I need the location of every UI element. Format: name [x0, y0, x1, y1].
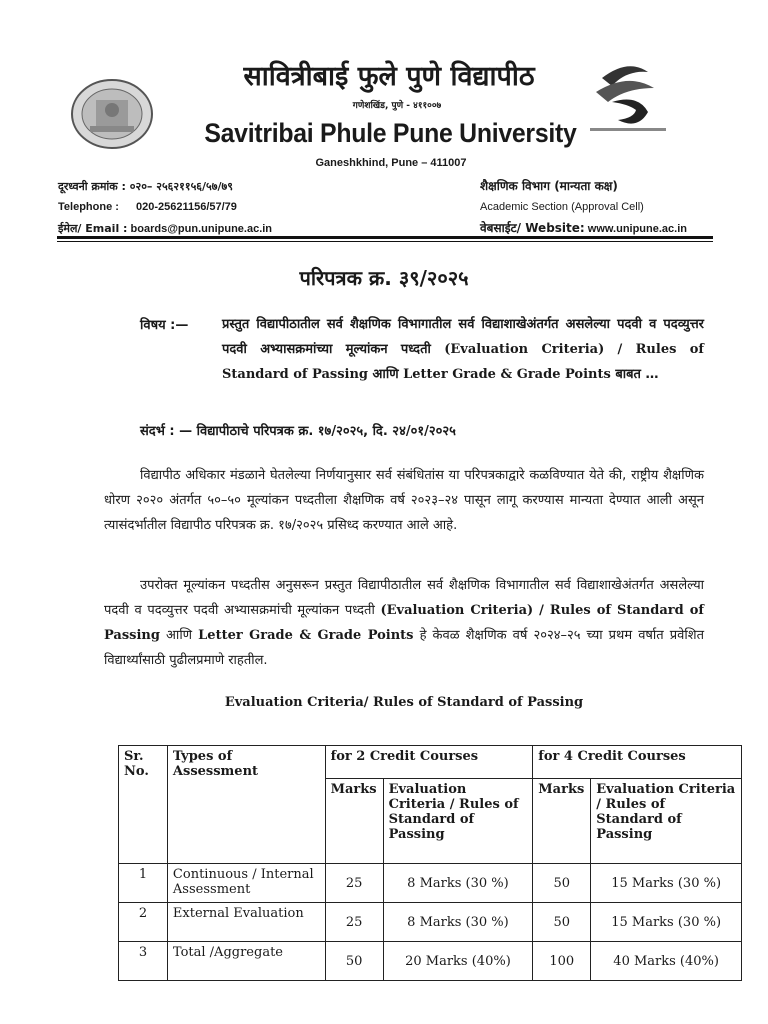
paragraph-2-and: आणि [166, 628, 193, 643]
cell-criteria-4: 40 Marks (40%) [591, 942, 742, 981]
header-divider-thin [57, 241, 713, 242]
website-label: वेबसाईट/ Website: [480, 221, 585, 235]
cell-sr: 2 [119, 903, 168, 942]
university-address-english: Ganeshkhind, Pune – 411007 [315, 157, 467, 169]
cell-criteria-4: 15 Marks (30 %) [591, 864, 742, 903]
subject-and: आणि [372, 367, 399, 382]
header-criteria-2: Evaluation Criteria / Rules of Standard of Passing [383, 779, 533, 864]
header-sr-no: Sr. No. [119, 746, 168, 864]
subject-tail: बाबत … [615, 367, 659, 382]
table-row [119, 903, 742, 942]
paragraph-2 [104, 573, 704, 673]
paragraph-1-text: विद्यापीठ अधिकार मंडळाने घेतलेल्या निर्णयानुसार सर्व संबंधितांस या परिपत्रकाद्वारे कळविण्यात येते की, राष्ट्रीय शैक्षणिक धोरण २०२० अंतर्गत ५०–५० मूल्यांकन पध्दतीला शैक्षणिक वर्ष २०२३–२४ पासून लागू करण्यास मान्यता देण्यात आली असून त्यासंदर्भातील विद्यापीठ परिपत्रक क्र. १७/२०२५ प्रसिध्द करण्यात आले आहे. [104, 468, 704, 533]
cell-marks-4: 50 [533, 864, 591, 903]
subject-marathi: प्रस्तुत विद्यापीठातील सर्व शैक्षणिक विभागातील सर्व विद्याशाखेअंतर्गत असलेल्या पदवी व पदव्युत्तर पदवी अभ्यासक्रमांच्या मूल्यांकन पध्दती [222, 317, 704, 357]
paragraph-2-english-1: (Evaluation Criteria) / Rules of Standard of Passing [104, 603, 704, 643]
subject-label: विषय :— [140, 318, 189, 333]
cell-type: Continuous / Internal Assessment [167, 864, 325, 903]
paragraph-2-marathi-1: उपरोक्त मूल्यांकन पध्दतीस अनुसरून प्रस्तुत विद्यापीठातील सर्व शैक्षणिक विभागातील सर्व विद्याशाखेअंतर्गत असलेल्या पदवी व पदव्युत्तर पदवी अभ्यासक्रमांची मूल्यांकन पध्दती [104, 578, 704, 618]
paragraph-1 [104, 463, 704, 538]
cell-marks-4: 50 [533, 903, 591, 942]
cell-sr: 1 [119, 864, 168, 903]
paragraph-2-marathi-2: हे केवळ शैक्षणिक वर्ष २०२४–२५ च्या प्रथम वर्षात प्रवेशित विद्यार्थ्यांसाठी पुढीलप्रमाणे राहतील. [104, 628, 705, 668]
university-address-marathi: गणेशखिंड, पुणे - ४११००७ [352, 101, 442, 111]
cell-type: Total /Aggregate [167, 942, 325, 981]
subject-english-1: (Evaluation Criteria) / Rules of Standard of Passing [222, 342, 705, 382]
header-4-credit: for 4 Credit Courses [533, 746, 742, 779]
telephone-label: Telephone : [58, 201, 119, 213]
header-divider-thick [57, 236, 713, 239]
telephone-marathi: दूरध्वनी क्रमांक : ०२०– २५६२११५६/५७/७९ [58, 180, 233, 193]
email-label: ईमेल/ Email : [58, 222, 128, 235]
contact-right-block [480, 176, 687, 240]
cell-marks-2: 25 [325, 864, 383, 903]
telephone-value: 020-25621156/57/79 [135, 201, 237, 213]
website-link[interactable]: www.unipune.ac.in [587, 223, 687, 235]
cell-marks-2: 50 [325, 942, 383, 981]
cell-marks-2: 25 [325, 903, 383, 942]
cell-criteria-2: 8 Marks (30 %) [383, 903, 533, 942]
circular-number: परिपत्रक क्र. ३९/२०२५ [299, 266, 469, 290]
table-header-row-1 [119, 746, 742, 779]
university-name-english: Savitribai Phule Pune University [204, 118, 577, 148]
cell-type: External Evaluation [167, 903, 325, 942]
cell-criteria-4: 15 Marks (30 %) [591, 903, 742, 942]
section-english: Academic Section (Approval Cell) [480, 201, 644, 213]
cell-marks-4: 100 [533, 942, 591, 981]
table-row [119, 942, 742, 981]
subject-english-2: Letter Grade & Grade Points [403, 367, 611, 382]
header-marks-4: Marks [533, 779, 591, 864]
header-marks-2: Marks [325, 779, 383, 864]
table-title: Evaluation Criteria/ Rules of Standard of Passing [224, 695, 584, 710]
subject-text [222, 312, 704, 387]
header-2-credit: for 2 Credit Courses [325, 746, 533, 779]
contact-left-block [58, 176, 272, 240]
cell-criteria-2: 8 Marks (30 %) [383, 864, 533, 903]
table-row [119, 864, 742, 903]
section-marathi: शैक्षणिक विभाग (मान्यता कक्ष) [480, 179, 618, 193]
university-emblem-logo [582, 58, 674, 144]
paragraph-2-english-2: Letter Grade & Grade Points [198, 628, 414, 643]
cell-criteria-2: 20 Marks (40%) [383, 942, 533, 981]
header-types: Types of Assessment [167, 746, 325, 864]
evaluation-criteria-table [118, 745, 742, 981]
reference-line: संदर्भ : — विद्यापीठाचे परिपत्रक क्र. १७/२०२५, दि. २४/०१/२०२५ [140, 424, 456, 439]
email-link[interactable]: boards@pun.unipune.ac.in [130, 223, 273, 235]
cell-sr: 3 [119, 942, 168, 981]
header-criteria-4: Evaluation Criteria / Rules of Standard of Passing [591, 779, 742, 864]
telephone-line [58, 197, 272, 218]
university-name-marathi: सावित्रीबाई फुले पुणे विद्यापीठ [243, 61, 535, 92]
